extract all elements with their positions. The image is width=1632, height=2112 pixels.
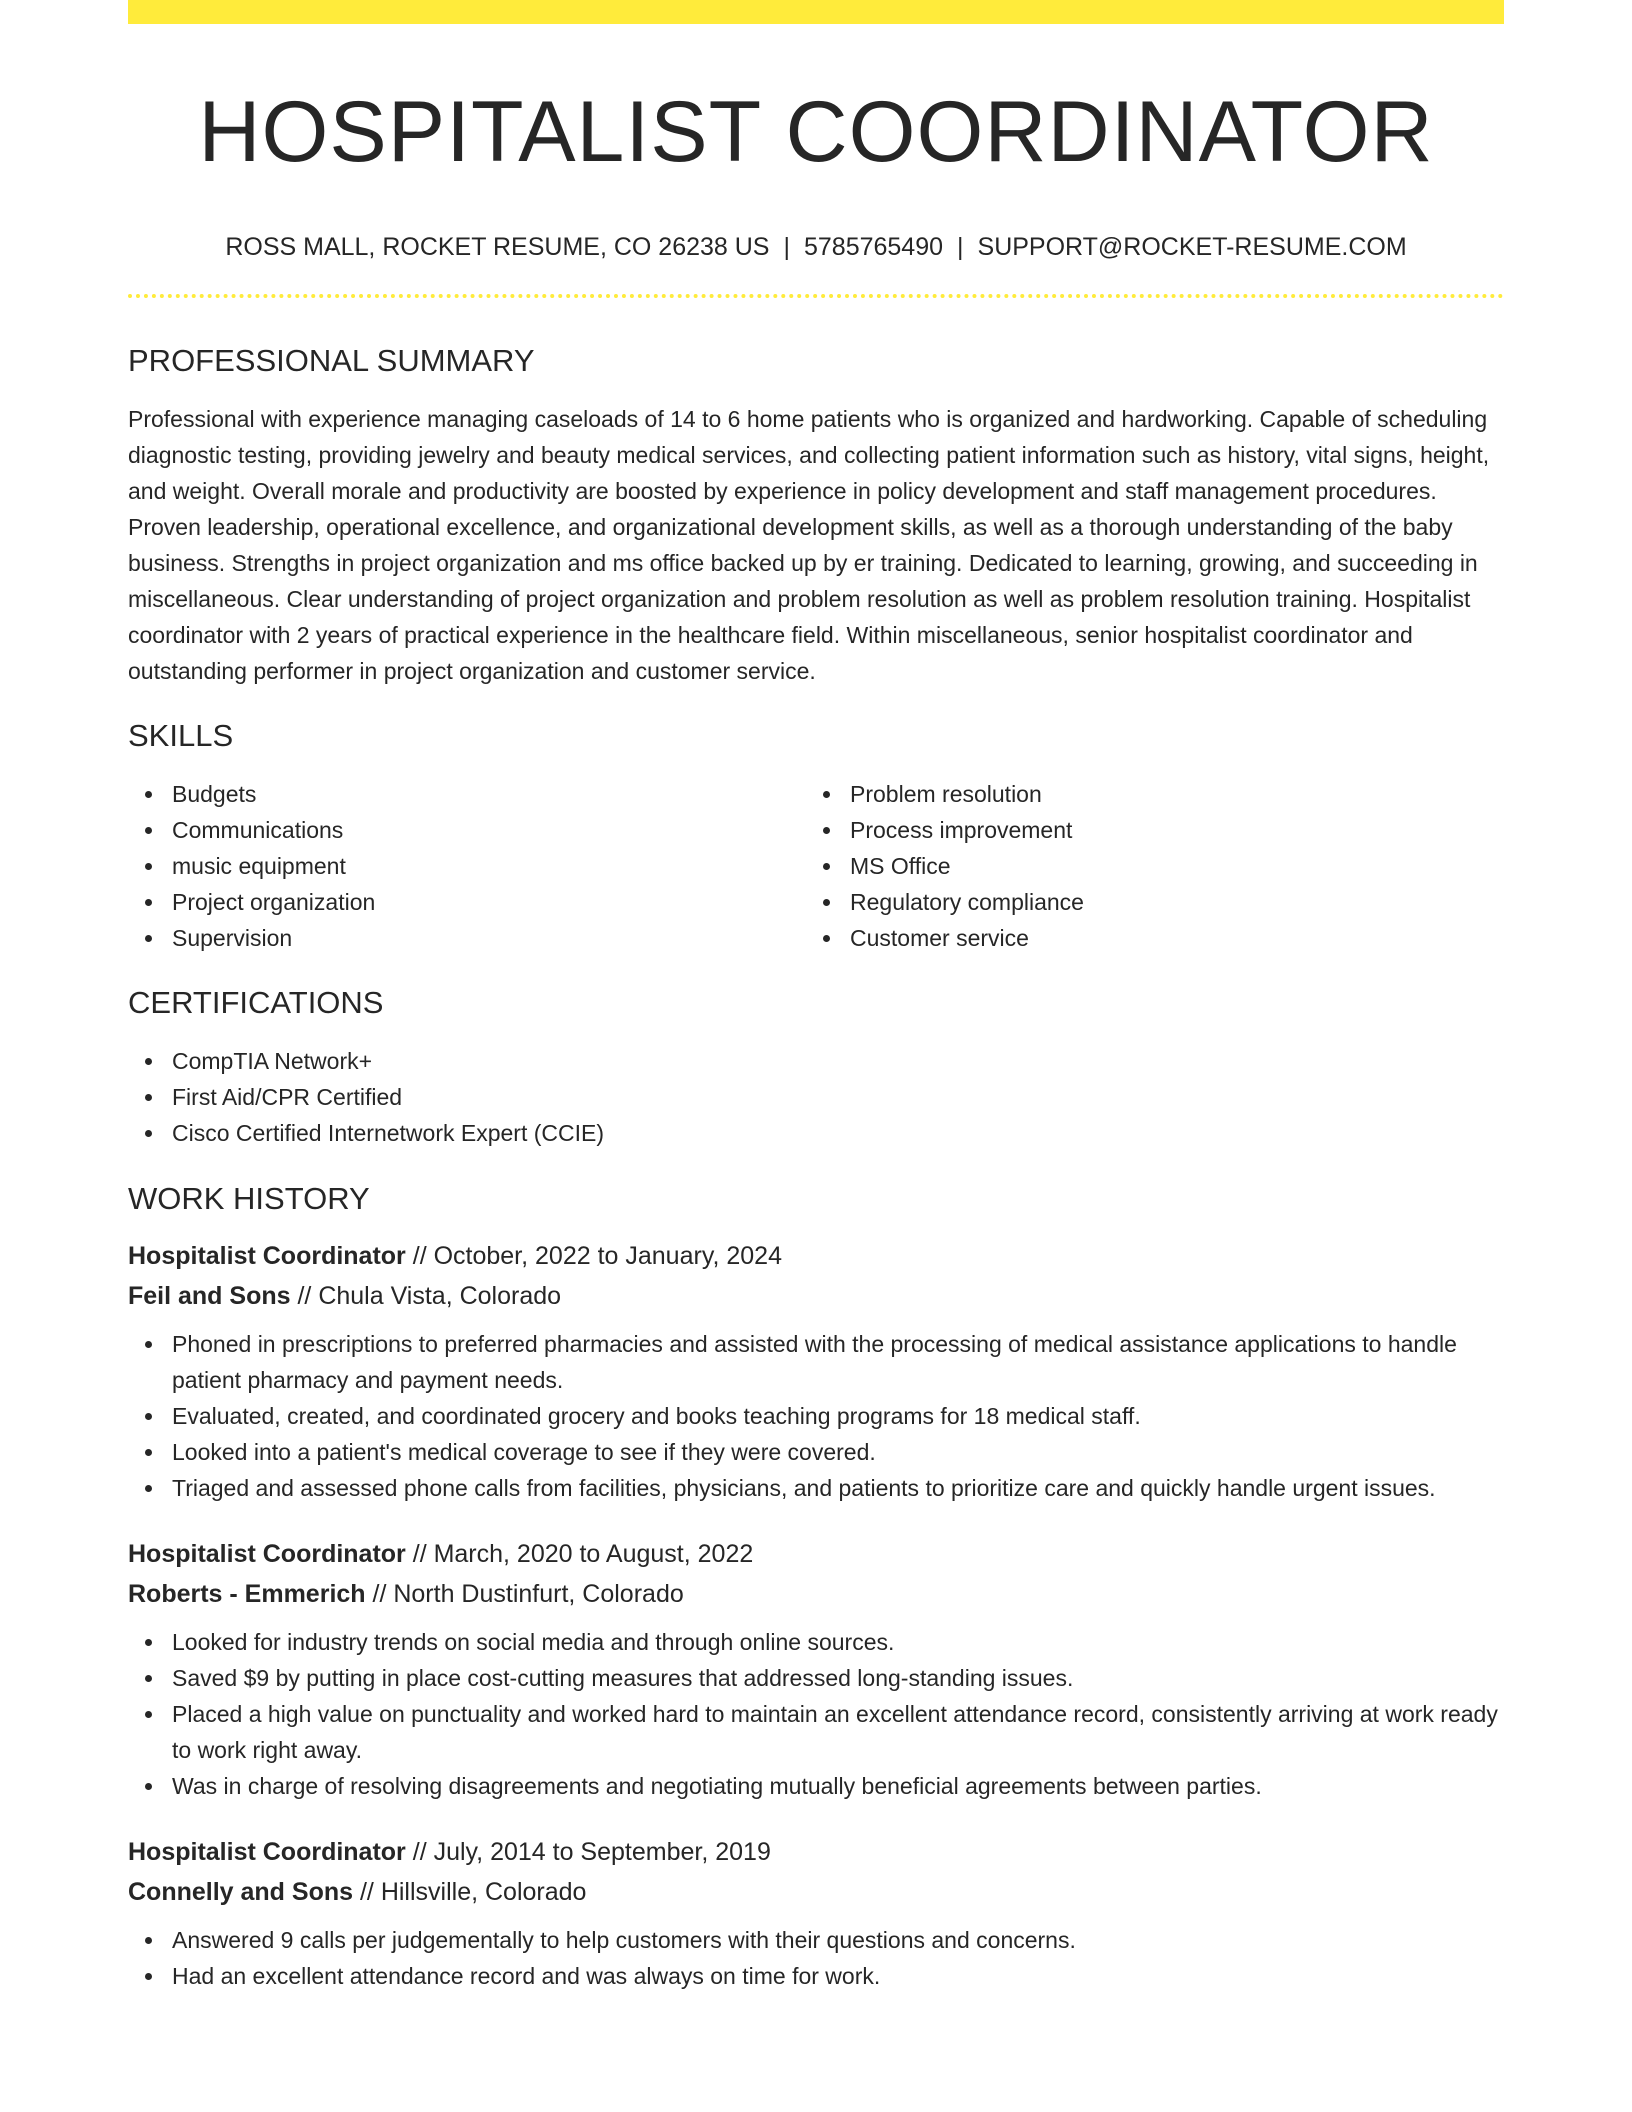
- resume-page: [128, 0, 1504, 1994]
- job-location: // Chula Vista, Colorado: [290, 1282, 562, 1310]
- job-company: Roberts - Emmerich: [128, 1580, 366, 1608]
- job-company-line: [128, 1872, 1504, 1912]
- skill-item: Budgets: [128, 776, 806, 812]
- job-role-line: [128, 1236, 1504, 1276]
- job-location: // North Dustinfurt, Colorado: [365, 1580, 684, 1608]
- skills-column-left: [128, 776, 806, 956]
- job-duty-item: Saved $9 by putting in place cost-cutting measures that addressed long-standing issues.: [128, 1660, 1504, 1696]
- job-duty-item: Placed a high value on punctuality and worked hard to maintain an excellent attendance record, consistently arriving at work ready to work right away.: [128, 1696, 1504, 1768]
- contact-separator: |: [783, 233, 790, 261]
- contact-email: SUPPORT@ROCKET-RESUME.COM: [977, 233, 1407, 261]
- job-role: Hospitalist Coordinator: [128, 1540, 406, 1568]
- certification-item: First Aid/CPR Certified: [128, 1079, 1504, 1115]
- skill-item: Supervision: [128, 920, 806, 956]
- job-duties: [128, 1922, 1504, 1994]
- certification-item: Cisco Certified Internetwork Expert (CCIE): [128, 1115, 1504, 1151]
- certification-item: CompTIA Network+: [128, 1043, 1504, 1079]
- job-duties: [128, 1624, 1504, 1804]
- skill-item: Regulatory compliance: [806, 884, 1084, 920]
- skill-item: MS Office: [806, 848, 1084, 884]
- job-duty-item: Evaluated, created, and coordinated grocery and books teaching programs for 18 medical staff.: [128, 1398, 1504, 1434]
- job-role-line: [128, 1832, 1504, 1872]
- summary-heading: PROFESSIONAL SUMMARY: [128, 343, 535, 378]
- skills-list: [128, 776, 1504, 956]
- job-company: Feil and Sons: [128, 1282, 291, 1310]
- job-duty-item: Had an excellent attendance record and was always on time for work.: [128, 1958, 1504, 1994]
- contact-line: [128, 231, 1504, 263]
- job-role: Hospitalist Coordinator: [128, 1242, 406, 1270]
- skill-item: music equipment: [128, 848, 806, 884]
- skill-item: Communications: [128, 812, 806, 848]
- job-entry: [128, 1534, 1504, 1804]
- job-dates: // July, 2014 to September, 2019: [405, 1838, 771, 1866]
- job-company: Connelly and Sons: [128, 1878, 354, 1906]
- skills-column-right: [806, 776, 1084, 956]
- skill-item: Customer service: [806, 920, 1084, 956]
- job-duty-item: Looked into a patient's medical coverage to see if they were covered.: [128, 1434, 1504, 1470]
- job-company-line: [128, 1276, 1504, 1316]
- job-duties: [128, 1326, 1504, 1506]
- skill-item: Project organization: [128, 884, 806, 920]
- job-duty-item: Triaged and assessed phone calls from facilities, physicians, and patients to prioritize care and quickly handle urgent issues.: [128, 1470, 1504, 1506]
- job-dates: // October, 2022 to January, 2024: [405, 1242, 782, 1270]
- job-location: // Hillsville, Colorado: [353, 1878, 587, 1906]
- certifications-list: [128, 1043, 1504, 1151]
- job-duty-item: Was in charge of resolving disagreements and negotiating mutually beneficial agreements between parties.: [128, 1768, 1504, 1804]
- job-duty-item: Phoned in prescriptions to preferred pharmacies and assisted with the processing of medical assistance applications to handle patient pharmacy and payment needs.: [128, 1326, 1504, 1398]
- job-duty-item: Looked for industry trends on social media and through online sources.: [128, 1624, 1504, 1660]
- certifications-heading: CERTIFICATIONS: [128, 985, 384, 1020]
- skill-item: Process improvement: [806, 812, 1084, 848]
- skill-item: Problem resolution: [806, 776, 1084, 812]
- contact-separator: |: [957, 233, 964, 261]
- summary-text: Professional with experience managing caseloads of 14 to 6 home patients who is organized and hardworking. Capable of scheduling diagnostic testing, providing jewelry and beauty medical services, and collecting patient information such as history, vital signs, height, and weight. Overall morale and productivity are boosted by experience in policy development and staff management procedures. Proven leadership, operational excellence, and organizational development skills, as well as a thorough understanding of the baby business. Strengths in project organization and ms office backed up by er training. Dedicated to learning, growing, and succeeding in miscellaneous. Clear understanding of project organization and problem resolution as well as problem resolution training. Hospitalist coordinator with 2 years of practical experience in the healthcare field. Within miscellaneous, senior hospitalist coordinator and outstanding performer in project organization and customer service.: [128, 406, 1490, 684]
- skills-heading: SKILLS: [128, 718, 234, 753]
- job-role-line: [128, 1534, 1504, 1574]
- job-entry: [128, 1236, 1504, 1506]
- contact-phone: 5785765490: [803, 233, 944, 261]
- job-dates: // March, 2020 to August, 2022: [405, 1540, 754, 1568]
- job-entry: [128, 1832, 1504, 1994]
- contact-address: ROSS MALL, ROCKET RESUME, CO 26238 US: [225, 233, 770, 261]
- accent-bar: [128, 0, 1504, 24]
- dotted-divider: [128, 294, 1504, 298]
- job-duty-item: Answered 9 calls per judgementally to help customers with their questions and concerns.: [128, 1922, 1504, 1958]
- work-history-heading: WORK HISTORY: [128, 1181, 370, 1216]
- resume-name: HOSPITALIST COORDINATOR: [198, 84, 1434, 180]
- job-role: Hospitalist Coordinator: [128, 1838, 406, 1866]
- job-company-line: [128, 1574, 1504, 1614]
